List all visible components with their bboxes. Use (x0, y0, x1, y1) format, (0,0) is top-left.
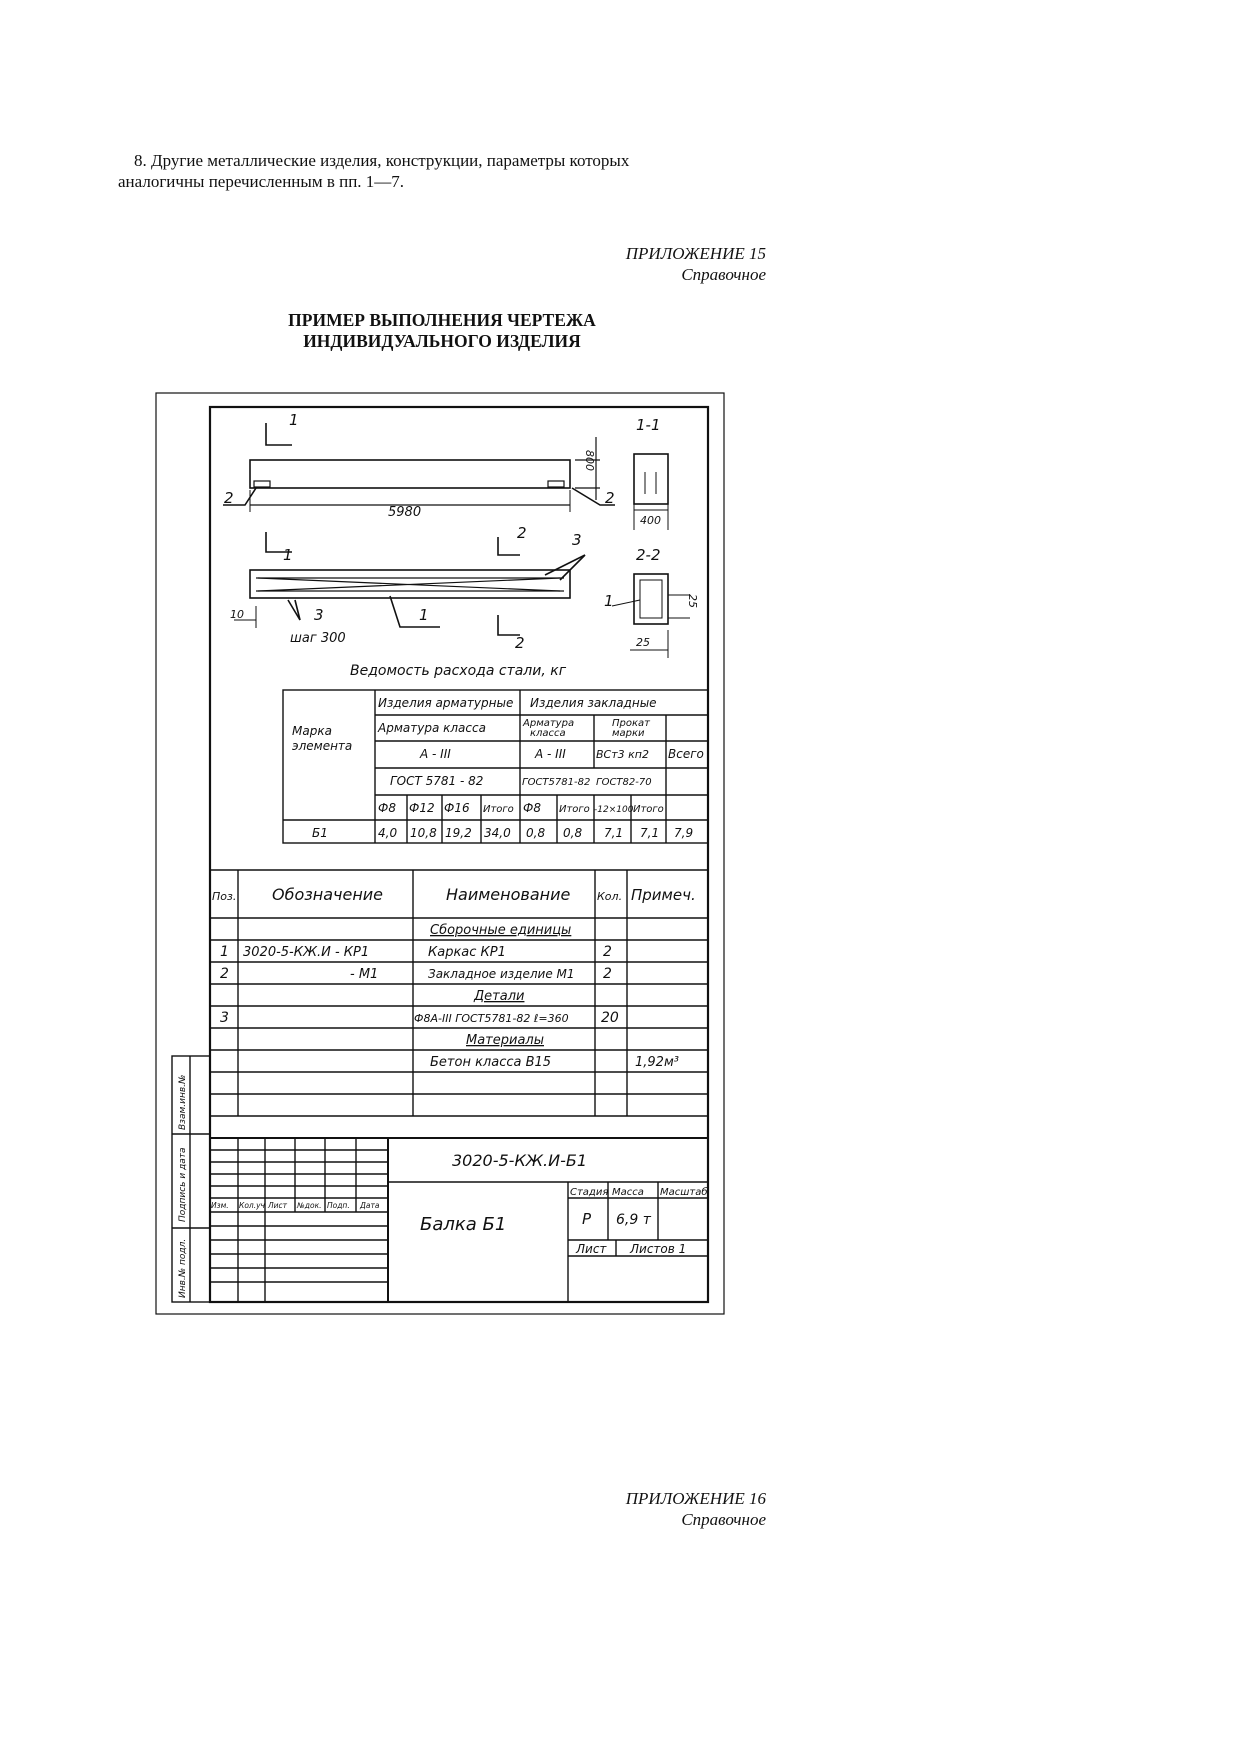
section-2-2-outline (634, 574, 668, 624)
mark-2-bottom: 2 (515, 634, 525, 652)
mark-2-right: 2 (605, 489, 615, 507)
dim-height: 800 (583, 450, 596, 471)
row-v7: 7,1 (604, 826, 624, 840)
spec-r1-name: Каркас КР1 (428, 945, 506, 960)
col-f16: Ф16 (444, 801, 470, 815)
intro-line-1: 8. Другие металлические изделия, конструкции, параметры которых (134, 151, 630, 170)
mark-2-left: 2 (224, 489, 234, 507)
sheets-label: Листов 1 (630, 1242, 687, 1256)
dim-width: 400 (640, 514, 661, 527)
steel-table-title: Ведомость расхода стали, кг (350, 663, 567, 679)
group-rebar: Изделия арматурные (378, 696, 514, 710)
dim-length: 5980 (388, 505, 422, 520)
col-total-1: Итого (483, 804, 514, 815)
spec-r2-des: - М1 (350, 967, 379, 982)
spec-h-note: Примеч. (631, 886, 696, 904)
spec-r1-qty: 2 (603, 944, 612, 960)
row-v4: 34,0 (484, 826, 511, 840)
section-1-1-label: 1-1 (636, 416, 661, 434)
col-total-2: Итого (559, 804, 590, 815)
steel-grade: ВСт3 кп2 (596, 748, 649, 761)
col-f8: Ф8 (378, 801, 396, 815)
rebar-class2-1: Арматура (523, 718, 575, 729)
spec-h-qty: Кол. (597, 890, 623, 903)
mark-1-plan: 1 (283, 546, 293, 564)
spec-h-pos: Поз. (212, 890, 237, 903)
mark-1-top: 1 (289, 411, 299, 429)
intro-line-2: аналогичны перечисленным в пп. 1—7. (118, 172, 405, 191)
spec-h-designation: Обозначение (272, 885, 384, 904)
page-title (180, 310, 704, 352)
dim-10: 10 (230, 608, 244, 621)
rolled-2: марки (612, 728, 645, 739)
side-signature-date: Подпись и дата (178, 1147, 188, 1222)
mark-header-1: Марка (292, 724, 332, 738)
row-v9: 7,9 (674, 826, 694, 840)
stage-header: Стадия (570, 1187, 609, 1198)
appendix-16 (626, 1488, 766, 1530)
group-embedded: Изделия закладные (530, 696, 657, 710)
mark-2-plan-top: 2 (517, 524, 527, 542)
col-f12: Ф12 (409, 801, 435, 815)
row-mark: Б1 (312, 826, 328, 840)
mark-3-step: 3 (314, 606, 324, 624)
tb-col-date: Дата (360, 1201, 380, 1210)
section-1-1-outline (634, 454, 668, 504)
tb-col-qty: Кол.уч (239, 1201, 265, 1210)
col-total-3: Итого (633, 804, 664, 815)
gost-1: ГОСТ 5781 - 82 (390, 774, 484, 788)
spec-r1-des: 3020-5-КЖ.И - КР1 (243, 945, 370, 960)
product-name: Балка Б1 (420, 1214, 507, 1235)
scale-header: Масштаб (660, 1187, 708, 1198)
intro-paragraph (118, 150, 766, 192)
title-line-1: ПРИМЕР ВЫПОЛНЕНИЯ ЧЕРТЕЖА (288, 310, 596, 330)
appendix-15-label: ПРИЛОЖЕНИЕ 15 (625, 244, 766, 263)
tb-col-sign: Подп. (327, 1201, 350, 1210)
steel-table-grid (283, 690, 708, 843)
col-f8b: Ф8 (523, 801, 541, 815)
row-v2: 10,8 (410, 826, 437, 840)
mark-1-section: 1 (604, 592, 614, 610)
spec-section-materials: Материалы (466, 1033, 544, 1048)
spec-r2-name: Закладное изделие М1 (428, 967, 575, 981)
rebar-class2-2: класса (530, 728, 566, 739)
title-line-2: ИНДИВИДУАЛЬНОГО ИЗДЕЛИЯ (303, 331, 581, 351)
stage-value: Р (582, 1210, 592, 1228)
row-v8: 7,1 (640, 826, 660, 840)
rebar-class-header: Арматура класса (378, 721, 486, 735)
spec-r1-pos: 1 (220, 944, 229, 960)
row-v1: 4,0 (378, 826, 398, 840)
row-v6: 0,8 (563, 826, 583, 840)
tb-col-doc: №док. (297, 1201, 322, 1210)
dim-25-vertical: 25 (686, 594, 699, 608)
rolled-1: Прокат (612, 718, 650, 729)
beam-elevation (250, 460, 570, 488)
spec-table-grid (210, 870, 708, 1138)
spec-r3-qty: 20 (601, 1010, 619, 1026)
spec-h-name: Наименование (446, 885, 571, 904)
gost-2: ГОСТ5781-82 (522, 777, 591, 788)
row-v5: 0,8 (526, 826, 546, 840)
mark-3-plan: 3 (572, 531, 582, 549)
row-v3: 19,2 (445, 826, 472, 840)
spec-section-details: Детали (474, 989, 525, 1004)
class-a3: А - III (420, 747, 451, 761)
side-inv-orig: Инв.№ подл. (178, 1238, 188, 1298)
tb-col-sheet: Лист (268, 1201, 288, 1210)
appendix-16-label: ПРИЛОЖЕНИЕ 16 (625, 1489, 766, 1508)
mass-header: Масса (612, 1187, 644, 1198)
gost-3: ГОСТ82-70 (596, 777, 652, 788)
col-plate: -12×100 (594, 805, 634, 815)
spec-r2-qty: 2 (603, 966, 612, 982)
spec-r3-pos: 3 (220, 1010, 229, 1026)
spec-r4-name: Бетон класса В15 (430, 1055, 552, 1070)
mass-value: 6,9 т (616, 1212, 651, 1228)
drawing-paper-border (156, 393, 724, 1314)
appendix-15-sub: Справочное (681, 265, 766, 284)
sheet-label: Лист (576, 1242, 607, 1256)
doc-code: 3020-5-КЖ.И-Б1 (452, 1151, 588, 1170)
tb-col-change: Изм. (211, 1201, 229, 1210)
step-label: шаг 300 (290, 631, 346, 646)
section-2-2-label: 2-2 (636, 546, 661, 564)
spec-r3-name: Ф8А-III ГОСТ5781-82 ℓ=360 (414, 1012, 569, 1025)
appendix-15 (626, 243, 766, 285)
spec-section-assemblies: Сборочные единицы (430, 923, 572, 938)
mark-header-2: элемента (292, 739, 353, 753)
appendix-16-sub: Справочное (681, 1510, 766, 1529)
technical-drawing (150, 380, 730, 1320)
side-replace-inv: Взам.инв.№ (178, 1074, 188, 1130)
dim-25-horizontal: 25 (636, 636, 650, 649)
spec-r2-pos: 2 (220, 966, 229, 982)
spec-r4-note: 1,92м³ (635, 1055, 679, 1070)
mark-1-bottom: 1 (419, 606, 429, 624)
total-all-header: Всего (668, 747, 704, 761)
class-a3b: А - III (535, 747, 566, 761)
